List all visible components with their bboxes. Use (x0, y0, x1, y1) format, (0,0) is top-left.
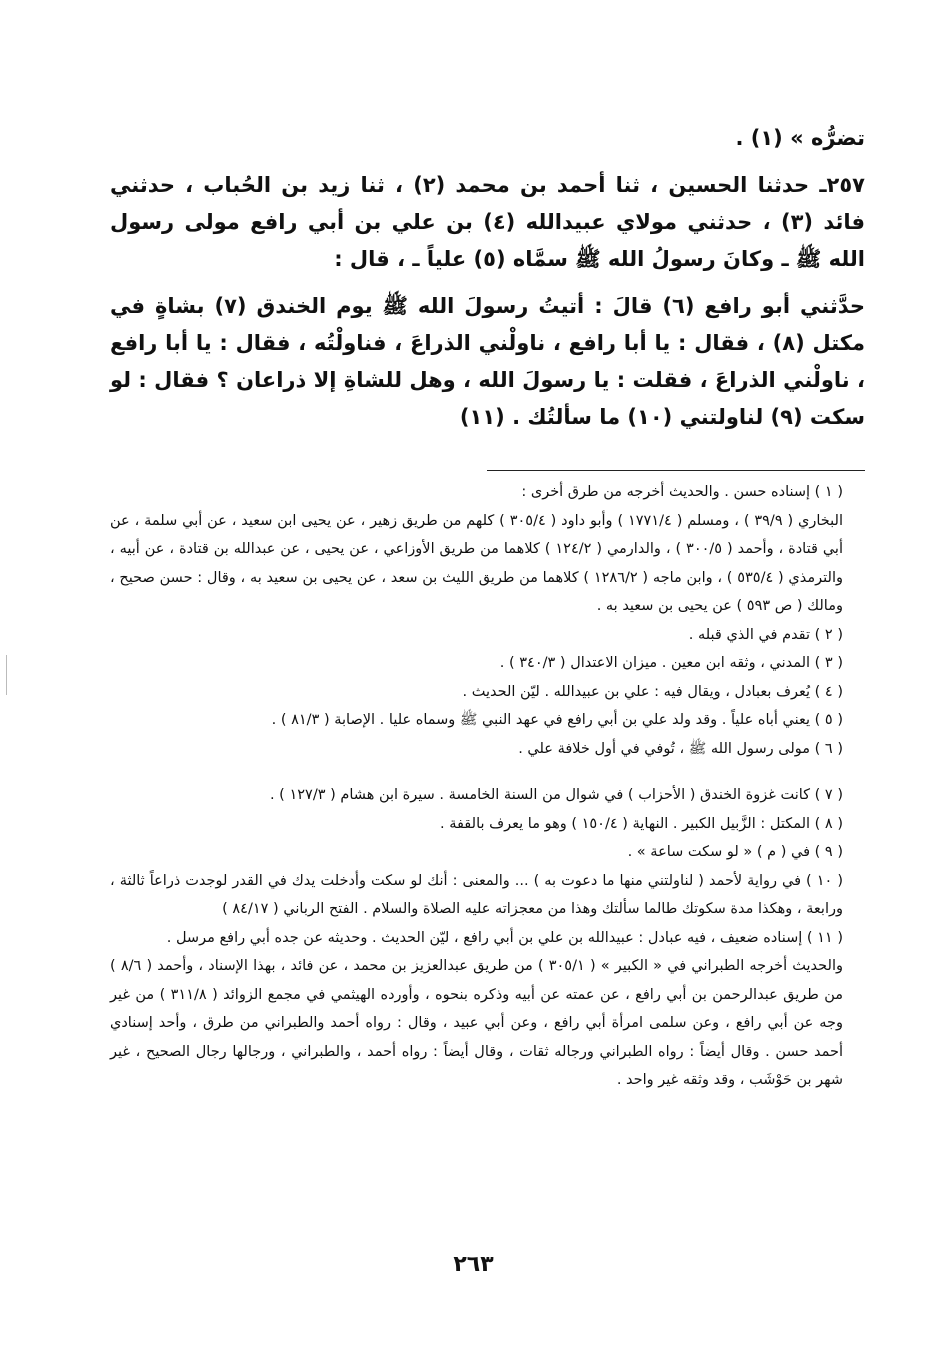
footnote-4: ( ٤ ) يُعرف بعبادل ، ويقال فيه : علي بن عبيدالله . ليّن الحديث . (462, 683, 843, 700)
footnote-2: ( ٢ ) تقدم في الذي قبله . (688, 626, 843, 643)
footnotes (110, 478, 865, 1095)
main-line-0: تضرُّه » (١) . (735, 126, 865, 150)
main-text (110, 120, 865, 446)
footnote-7: ( ٧ ) كانت غزوة الخندق ( الأحزاب ) في شوال من السنة الخامسة . سيرة ابن هشام ( ١٢٧/٣ ) . (269, 787, 843, 803)
footnote-1-body: البخاري ( ٣٩/٩ ) ، ومسلم ( ١٧٧١/٤ ) وأبو داود ( ٣٠٥/٤ ) كلهم من طريق زهير ، عن يحيى ابن سعيد ، عن أبي سلمة ، عن أبي قتادة ، وأحمد ( ٣٠٠/٥ ) ، والدارمي ( ١٢٤/٢ ) كلاهما من طريق الأوزاعي ، عن يحيى ، عن عبدالله بن قتادة ، عن أبيه ، والترمذي ( ٥٣٥/٤ ) ، وابن ماجه ( ١٢٨٦/٢ ) كلاهما من طريق الليث بن سعد ، عن يحيى بن سعيد به ، وقال : حسن صحيح ، ومالك ( ص ٥٩٣ ) عن يحيى بن سعيد به . (110, 512, 843, 614)
footnote-9: ( ٩ ) في ( م ) « لو سكت ساعة » . (627, 844, 843, 860)
footnote-1-head: ( ١ ) إسناده حسن . والحديث أخرجه من طرق أخرى : (521, 484, 843, 500)
footnote-5: ( ٥ ) يعني أباه علياً . وقد ولد علي بن أبي رافع في عهد النبي ﷺ وسماه عليا . الإصابة ( ٨١/٣ ) . (271, 712, 843, 728)
margin-mark (6, 655, 7, 695)
page-number: ٢٦٣ (453, 1252, 494, 1277)
hadith-257-matn: حدَّثني أبو رافع (٦) قالَ : أتيتُ رسولَ الله ﷺ يوم الخندق (٧) بشاةٍ في مكتل (٨) ، فقال : يا أبا رافع ، ناولْني الذراعَ ، فناولْتُه ، فقال : يا أبا رافع ، ناولْني الذراعَ ، فقلت : يا رسولَ الله ، وهل للشاةِ إلا ذراعان ؟ فقال : لو سكت (٩) لناولتني (١٠) ما سألتُك . (١١) (110, 294, 865, 429)
hadith-257-isnad: ٢٥٧ـ حدثنا الحسين ، ثنا أحمد بن محمد (٢) ، ثنا زيد بن الحُباب ، حدثني فائد (٣) ، حدثني مولاي عبيدالله (٤) بن علي بن أبي رافع مولى رسول الله ﷺ ـ وكانَ رسولُ الله ﷺ سمَّاه (٥) علياً ـ ، قال : (110, 173, 865, 271)
footnote-divider (487, 470, 865, 471)
footnote-3: ( ٣ ) المدني ، وثقه ابن معين . ميزان الاعتدال ( ٣٤٠/٣ ) . (499, 655, 843, 671)
footnote-6: ( ٦ ) مولى رسول الله ﷺ ، تُوفي في أول خلافة علي . (518, 740, 843, 757)
footnote-11: ( ١١ ) إسناده ضعيف ، فيه عبادل : عبيدالله بن علي بن أبي رافع ، ليّن الحديث . وحديثه عن جده أبي رافع مرسل . (166, 929, 843, 946)
footnote-11-continued: والحديث أخرجه الطبراني في « الكبير » ( ٣٠٥/١ ) من طريق عبدالعزيز بن محمد ، عن فائد ، بهذا الإسناد ، وأحمد ( ٨/٦ ) من طريق عبدالرحمن بن أبي رافع ، عن عمته عن أبيه وذكره بنحوه ، وأورده الهيثمي في مجمع الزوائد ( ٣١١/٨ ) من غير وجه عن أبي رافع ، وعن سلمى امرأة أبي رافع ، وعن أبي عبيد ، وقال : رواه أحمد والطبراني من طرق ، وأحد إسنادي أحمد حسن . وقال أيضاً : رواه الطبراني ورجاله ثقات ، وقال أيضاً : رواه أحمد ، والطبراني ، ورجالها رجال الصحيح ، غير شهر بن حَوْشَب ، وقد وثقه غير واحد . (110, 958, 844, 1088)
footnote-10: ( ١٠ ) في رواية لأحمد ( لناولتني منها ما دعوت به ) ... والمعنى : أنك لو سكت وأدخلت يدك في القدر لوجدت ذراعاً ثالثة ، ورابعة ، وهكذا مدة سكوتك طالما سألتك وهذا من معجزاته عليه الصلاة والسلام . الفتح الرباني ( ٨٤/١٧ ) (110, 872, 843, 917)
footnote-8: ( ٨ ) المكتل : الزَّبيل الكبير . النهاية ( ١٥٠/٤ ) وهو ما يعرف بالقفة . (439, 815, 843, 832)
